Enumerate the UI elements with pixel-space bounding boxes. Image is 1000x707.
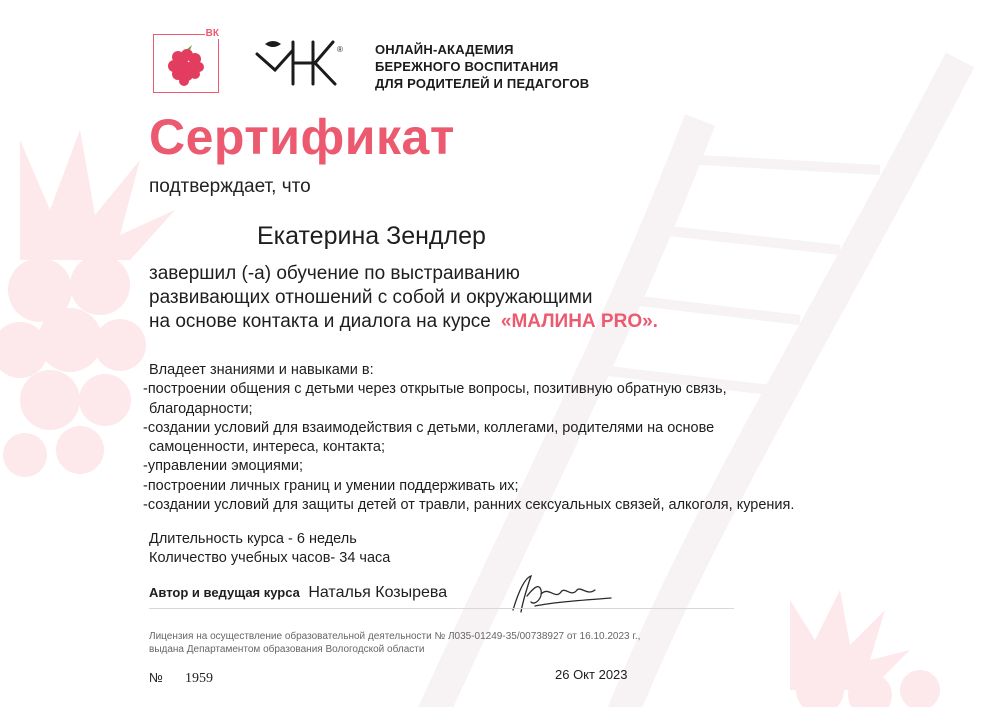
- certificate-title: Сертификат: [149, 109, 455, 165]
- issue-date: 26 Окт 2023: [555, 667, 628, 682]
- number-value: 1959: [184, 671, 213, 686]
- skill-item: -создании условий для взаимодействия с детьми, коллегами, родителями на основе: [143, 419, 715, 436]
- signature-divider: [149, 608, 734, 609]
- confirms-text: подтверждает, что: [149, 176, 311, 197]
- course-hours: Количество учебных часов- 34 часа: [149, 550, 391, 566]
- skill-item: -построении личных границ и умении поддерживать их;: [143, 477, 519, 494]
- academy-line-2: БЕРЕЖНОГО ВОСПИТАНИЯ: [375, 59, 559, 74]
- certificate-number: [149, 670, 213, 687]
- course-duration: Длительность курса - 6 недель: [149, 531, 357, 547]
- license-line-2: выдана Департаментом образования Вологодской области: [149, 644, 425, 655]
- completion-line-3: [149, 310, 658, 334]
- skill-item: -создании условий для защиты детей от травли, ранних сексуальных связей, алкоголя, курения.: [143, 497, 795, 514]
- raspberry-icon: [154, 35, 218, 92]
- vk-mark: ВК: [205, 28, 219, 39]
- academy-line-3: ДЛЯ РОДИТЕЛЕЙ И ПЕДАГОГОВ: [375, 76, 590, 91]
- license-text: [149, 630, 640, 656]
- skill-item: благодарности;: [149, 400, 253, 417]
- completion-line-2: развивающих отношений с собой и окружающими: [149, 287, 593, 308]
- signature: [505, 570, 615, 616]
- raspberry-logo: [153, 28, 219, 93]
- skills-list: [143, 361, 794, 515]
- completion-statement: [149, 262, 658, 334]
- author-label: Автор и ведущая курса: [149, 585, 300, 600]
- skill-item: самоценности, интереса, контакта;: [149, 439, 386, 456]
- completion-line-1: завершил (-а) обучение по выстраиванию: [149, 263, 520, 284]
- author-name: Наталья Козырева: [308, 584, 448, 601]
- course-info: [149, 530, 390, 568]
- academy-line-1: ОНЛАЙН-АКАДЕМИЯ: [375, 42, 514, 57]
- academy-name: [375, 41, 589, 92]
- raspberry-decor-right: [790, 590, 940, 707]
- completion-line-3-text: на основе контакта и диалога на курсе: [149, 311, 491, 332]
- recipient-name: Екатерина Зендлер: [257, 222, 486, 250]
- skills-heading: Владеет знаниями и навыками в:: [149, 362, 374, 378]
- skill-item: -управлении эмоциями;: [143, 458, 303, 475]
- registered-mark: ®: [337, 45, 343, 54]
- skill-item: -построении общения с детьми через открытые вопросы, позитивную обратную связь,: [143, 381, 727, 398]
- number-label: №: [149, 670, 163, 685]
- license-line-1: Лицензия на осуществление образовательной деятельности № Л035-01249-35/00738927 от 16.10.2023 г.,: [149, 631, 641, 642]
- academy-logo-icon: [253, 36, 349, 88]
- author-row: [149, 584, 447, 602]
- course-name: «МАЛИНА PRO».: [500, 311, 658, 332]
